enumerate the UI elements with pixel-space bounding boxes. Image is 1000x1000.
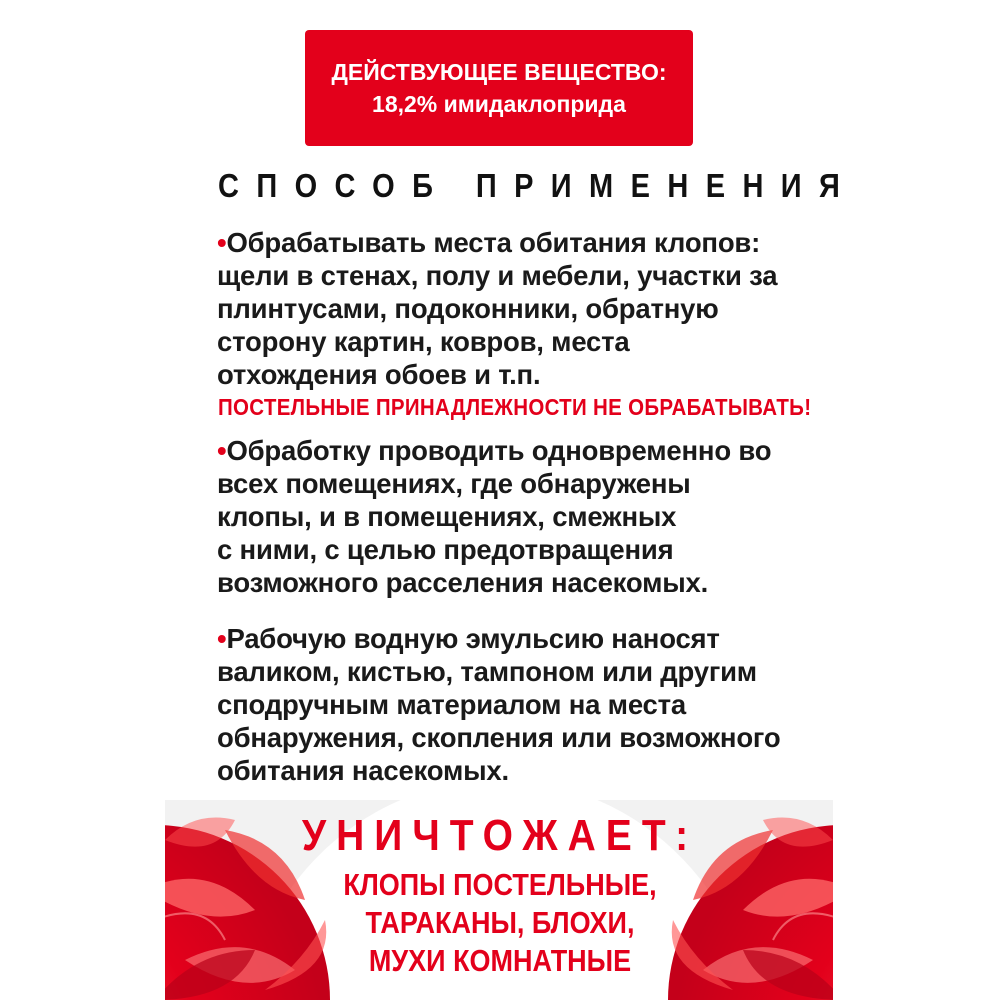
instruction-line: валиком, кистью, тампоном или другим [217,656,757,687]
instruction-line [217,622,817,655]
instruction-line: всех помещениях, где обнаружены [217,468,691,499]
instruction-line: обнаружения, скопления или возможного [217,722,781,753]
instruction-line-text: Обработку проводить одновременно во [226,435,772,466]
instruction-line [217,226,817,259]
instruction-line-text: Обрабатывать места обитания клопов: [226,227,761,258]
active-ingredient-box [305,30,693,146]
instruction-paragraph-3 [217,622,817,787]
bedding-warning: ПОСТЕЛЬНЫЕ ПРИНАДЛЕЖНОСТИ НЕ ОБРАБАТЫВАТЬ! [218,395,812,421]
pest-target: КЛОПЫ ПОСТЕЛЬНЫЕ, [343,868,657,902]
instruction-paragraph-1 [217,226,817,391]
instruction-line-text: Рабочую водную эмульсию наносят [226,623,720,654]
bullet-icon: • [217,435,227,466]
instruction-line: клопы, и в помещениях, смежных [217,501,677,532]
instruction-line: сторону картин, ковров, места [217,326,630,357]
instruction-line: возможного расселения насекомых. [217,567,709,598]
bullet-icon: • [217,227,227,258]
instruction-line [217,434,817,467]
pest-target: МУХИ КОМНАТНЫЕ [368,944,632,978]
instruction-line: обитания насекомых. [217,755,509,786]
instruction-line: с ними, с целью предотвращения [217,534,674,565]
usage-heading: СПОСОБ ПРИМЕНЕНИЯ [218,168,858,205]
bullet-icon: • [217,623,227,654]
pest-targets-list [0,866,1000,980]
instruction-paragraph-2 [217,434,817,599]
active-ingredient-value: 18,2% имидаклоприда [372,91,626,117]
instruction-line: отхождения обоев и т.п. [217,359,541,390]
instruction-line: плинтусами, подоконники, обратную [217,293,719,324]
active-ingredient-label: ДЕЙСТВУЮЩЕЕ ВЕЩЕСТВО: [331,59,667,85]
instruction-line: щели в стенах, полу и мебели, участки за [217,260,778,291]
pest-target: ТАРАКАНЫ, БЛОХИ, [365,906,635,940]
instruction-line: сподручным материалом на места [217,689,687,720]
destroys-title: УНИЧТОЖАЕТ: [301,812,699,861]
